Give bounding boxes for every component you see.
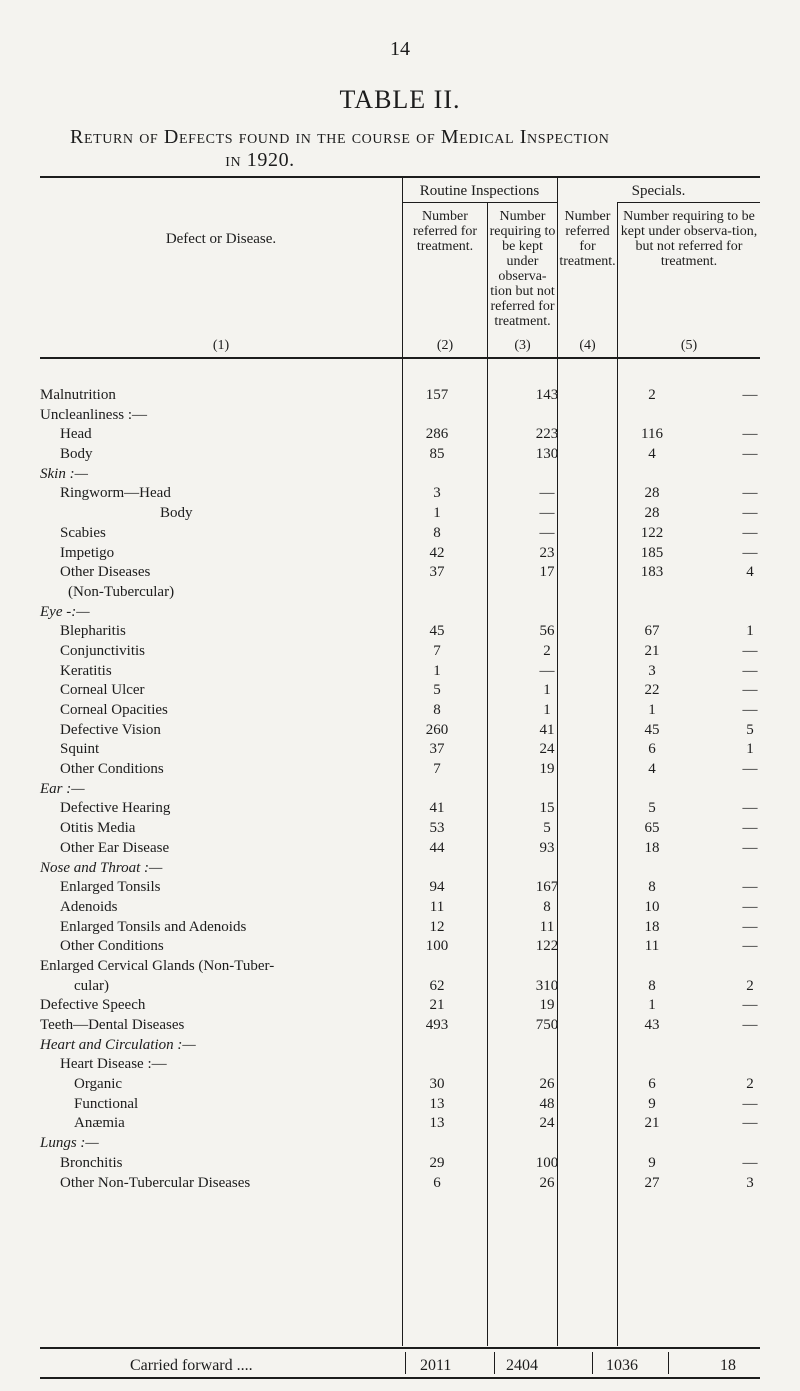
- row-value-c3: 24: [539, 741, 555, 758]
- row-label: Body: [160, 505, 193, 522]
- col5-header: Number requiring to be kept under observa-tion, but not referred for treatment.: [620, 209, 758, 269]
- row-label: Impetigo: [60, 544, 115, 561]
- row-label: Other Ear Disease: [60, 839, 170, 856]
- row-value-c3: 26: [539, 1076, 555, 1093]
- table-row: [40, 425, 760, 445]
- row-value-c5: —: [742, 642, 758, 659]
- table-row: [40, 957, 760, 977]
- row-value-c4: 183: [640, 564, 664, 581]
- table-row: [40, 504, 760, 524]
- col1-number: (1): [212, 338, 230, 353]
- table-row: [40, 1016, 760, 1036]
- row-value-c4: 9: [648, 1154, 656, 1171]
- row-value-c5: —: [742, 1154, 758, 1171]
- row-value-c4: 45: [644, 721, 660, 738]
- table-row: [40, 839, 760, 859]
- footer-bottom-rule: [40, 1377, 760, 1379]
- routine-group-header: Routine Inspections: [419, 183, 540, 199]
- row-value-c2: 6: [433, 1174, 441, 1191]
- row-value-c2: 157: [425, 387, 449, 403]
- table-row: [40, 819, 760, 839]
- row-value-c5: —: [742, 938, 758, 955]
- row-value-c4: 2: [648, 387, 656, 403]
- row-value-c2: 1: [433, 505, 441, 522]
- row-value-c5: —: [742, 544, 758, 561]
- row-value-c4: 43: [644, 1017, 660, 1033]
- row-value-c3: 122: [535, 938, 559, 955]
- table-row: [40, 465, 760, 485]
- carried-forward-col3: 2404: [506, 1357, 538, 1374]
- row-value-c4: 10: [644, 898, 660, 915]
- row-label: Body: [60, 446, 93, 463]
- row-label: Adenoids: [60, 898, 118, 915]
- row-label: Other Conditions: [60, 761, 164, 778]
- table-row: [40, 898, 760, 918]
- row-value-c3: 56: [539, 623, 555, 640]
- row-value-c3: 15: [539, 800, 555, 817]
- row-value-c3: 48: [539, 1095, 555, 1112]
- row-value-c3: 750: [535, 1017, 559, 1033]
- row-value-c2: 13: [429, 1095, 445, 1112]
- col2-number: (2): [436, 338, 454, 353]
- row-value-c2: 45: [429, 623, 445, 640]
- row-value-c4: 4: [648, 761, 656, 778]
- row-value-c4: 21: [644, 642, 660, 659]
- row-value-c3: 130: [535, 446, 559, 463]
- row-label: cular): [74, 977, 109, 994]
- row-label: Otitis Media: [60, 820, 136, 837]
- footer-top-rule: [40, 1347, 760, 1349]
- row-value-c4: 28: [644, 485, 660, 502]
- row-value-c3: 26: [539, 1174, 555, 1191]
- row-value-c3: 100: [535, 1154, 559, 1171]
- table-row: [40, 484, 760, 504]
- row-value-c3: 2: [543, 642, 551, 659]
- row-value-c5: —: [742, 820, 758, 837]
- row-value-c5: —: [742, 800, 758, 817]
- row-value-c4: 67: [644, 623, 660, 640]
- row-label: Conjunctivitis: [60, 642, 146, 659]
- specials-group-rule: [617, 202, 760, 203]
- row-value-c3: —: [539, 662, 555, 679]
- row-value-c4: 18: [644, 839, 660, 856]
- row-value-c3: 167: [535, 879, 559, 896]
- row-value-c3: —: [539, 505, 555, 522]
- row-value-c2: 30: [429, 1076, 445, 1093]
- row-value-c4: 65: [644, 820, 660, 837]
- row-label: Defective Speech: [40, 997, 146, 1014]
- row-value-c3: 24: [539, 1115, 555, 1132]
- header-bottom-rule: [40, 357, 760, 359]
- row-value-c4: 4: [648, 446, 656, 463]
- table-row: [40, 878, 760, 898]
- row-value-c5: —: [742, 761, 758, 778]
- table-row: [40, 996, 760, 1016]
- row-label: Other Non-Tubercular Diseases: [60, 1174, 251, 1191]
- footer-divider-1: [405, 1352, 406, 1374]
- row-value-c5: —: [742, 446, 758, 463]
- col2-header: Number referred for treatment.: [412, 209, 478, 254]
- row-label: Blepharitis: [60, 623, 126, 640]
- row-value-c5: —: [742, 1017, 758, 1033]
- row-value-c2: 8: [433, 524, 441, 541]
- row-value-c4: 9: [648, 1095, 656, 1112]
- row-value-c2: 62: [429, 977, 445, 994]
- col1-header: Defect or Disease.: [165, 231, 277, 247]
- row-label: Enlarged Tonsils: [60, 879, 161, 896]
- subtitle-line-2: in 1920.: [225, 149, 295, 171]
- row-label: Corneal Ulcer: [60, 682, 145, 699]
- row-value-c2: 7: [433, 642, 441, 659]
- row-value-c2: 53: [429, 820, 445, 837]
- col5-number: (5): [680, 338, 698, 353]
- row-label: Teeth—Dental Diseases: [40, 1017, 185, 1033]
- table-row: [40, 386, 760, 406]
- row-value-c3: —: [539, 524, 555, 541]
- row-value-c5: 1: [746, 623, 754, 640]
- row-value-c2: 5: [433, 682, 441, 699]
- row-label: Ringworm—Head: [60, 485, 171, 502]
- row-value-c2: 41: [429, 800, 445, 817]
- top-rule: [40, 176, 760, 178]
- col4-header: Number referred for treatment.: [559, 209, 616, 269]
- row-label: Head: [60, 426, 92, 443]
- table-row: [40, 1075, 760, 1095]
- row-value-c4: 27: [644, 1174, 660, 1191]
- page-number: 14: [390, 38, 410, 60]
- row-value-c3: 5: [543, 820, 551, 837]
- row-label: Corneal Opacities: [60, 702, 168, 718]
- table-row: [40, 740, 760, 760]
- row-value-c5: 2: [746, 1076, 754, 1093]
- row-value-c5: 3: [746, 1174, 754, 1191]
- row-value-c2: 85: [429, 446, 445, 463]
- row-value-c4: 6: [648, 1076, 656, 1093]
- row-value-c2: 12: [429, 918, 445, 935]
- table-row: [40, 780, 760, 800]
- table-row: [40, 977, 760, 997]
- row-value-c2: 37: [429, 564, 445, 581]
- row-value-c5: —: [742, 839, 758, 856]
- row-value-c3: 41: [539, 721, 555, 738]
- row-value-c3: 11: [539, 918, 555, 935]
- row-value-c4: 28: [644, 505, 660, 522]
- row-value-c5: 2: [746, 977, 754, 994]
- carried-forward-col2: 2011: [420, 1357, 452, 1374]
- row-value-c3: 310: [535, 977, 559, 994]
- row-value-c2: 286: [425, 426, 449, 443]
- row-value-c2: 37: [429, 741, 445, 758]
- row-value-c5: —: [742, 918, 758, 935]
- table-row: [40, 1055, 760, 1075]
- table-row: [40, 642, 760, 662]
- row-label: Malnutrition: [40, 387, 116, 403]
- row-value-c3: 23: [539, 544, 555, 561]
- row-value-c4: 8: [648, 879, 656, 896]
- row-value-c3: 19: [539, 761, 555, 778]
- row-value-c2: 493: [425, 1017, 449, 1033]
- row-label: Enlarged Cervical Glands (Non-Tuber-: [40, 957, 275, 974]
- col3-number: (3): [514, 338, 531, 353]
- row-value-c4: 1: [648, 997, 656, 1014]
- row-value-c5: —: [742, 702, 758, 718]
- row-label: Organic: [74, 1076, 123, 1093]
- row-value-c3: 223: [535, 426, 559, 443]
- row-value-c4: 3: [648, 662, 656, 679]
- footer-divider-3: [592, 1352, 593, 1374]
- row-value-c4: 22: [644, 682, 660, 699]
- row-value-c2: 44: [429, 839, 445, 856]
- row-value-c4: 122: [640, 524, 664, 541]
- row-value-c5: —: [742, 505, 758, 522]
- row-label: Heart and Circulation :—: [40, 1036, 196, 1053]
- row-value-c2: 7: [433, 761, 441, 778]
- table-subtitle: [70, 126, 770, 172]
- row-value-c2: 42: [429, 544, 445, 561]
- row-value-c5: —: [742, 524, 758, 541]
- col3-header: Number requiring to be kept under observa-tion but not referred for treatment.: [489, 209, 556, 329]
- table-row: [40, 445, 760, 465]
- row-value-c5: —: [742, 1095, 758, 1112]
- table-row: [40, 937, 760, 957]
- row-value-c3: 143: [535, 387, 559, 403]
- row-label: Heart Disease :—: [60, 1056, 167, 1073]
- table-row: [40, 760, 760, 780]
- row-value-c3: 19: [539, 997, 555, 1014]
- row-label: Scabies: [60, 524, 106, 541]
- row-label: Keratitis: [60, 662, 112, 679]
- row-label: (Non-Tubercular): [68, 583, 175, 600]
- row-value-c2: 100: [425, 938, 449, 955]
- row-value-c5: —: [742, 387, 758, 403]
- row-value-c2: 29: [429, 1154, 445, 1171]
- row-value-c3: 8: [543, 898, 551, 915]
- footer-divider-4: [668, 1352, 669, 1374]
- row-value-c4: 21: [644, 1115, 660, 1132]
- row-value-c4: 5: [648, 800, 656, 817]
- row-value-c4: 6: [648, 741, 656, 758]
- row-label: Squint: [60, 741, 100, 758]
- row-value-c2: 8: [433, 702, 441, 718]
- table-title: TABLE II.: [339, 85, 461, 114]
- row-label: Bronchitis: [60, 1154, 123, 1171]
- row-value-c5: 4: [746, 564, 754, 581]
- row-value-c3: —: [539, 485, 555, 502]
- row-value-c4: 116: [641, 426, 663, 443]
- row-value-c5: —: [742, 662, 758, 679]
- table-row: [40, 1036, 760, 1056]
- carried-forward-col5: 18: [720, 1357, 736, 1374]
- table-row: [40, 701, 760, 721]
- table-row: [40, 662, 760, 682]
- row-value-c5: —: [742, 426, 758, 443]
- table-row: [40, 603, 760, 623]
- row-value-c3: 17: [539, 564, 555, 581]
- row-label: Other Diseases: [60, 564, 151, 581]
- row-label: Nose and Throat :—: [40, 859, 163, 876]
- row-value-c5: —: [742, 879, 758, 896]
- row-label: Eye -:—: [40, 603, 90, 620]
- row-value-c5: —: [742, 898, 758, 915]
- table-row: [40, 622, 760, 642]
- row-label: Other Conditions: [60, 938, 164, 955]
- row-value-c2: 1: [433, 662, 441, 679]
- carried-forward-col4: 1036: [606, 1357, 638, 1374]
- table-body: [40, 386, 760, 1193]
- row-value-c2: 260: [425, 721, 449, 738]
- row-value-c3: 93: [539, 839, 555, 856]
- table-row: [40, 544, 760, 564]
- table-row: [40, 1095, 760, 1115]
- row-value-c3: 1: [543, 682, 551, 699]
- row-value-c5: —: [742, 682, 758, 699]
- row-value-c5: —: [742, 1115, 758, 1132]
- row-value-c4: 8: [648, 977, 656, 994]
- table-row: [40, 681, 760, 701]
- row-label: Enlarged Tonsils and Adenoids: [60, 918, 247, 935]
- table-row: [40, 1174, 760, 1194]
- table-row: [40, 799, 760, 819]
- row-label: Uncleanliness :—: [40, 406, 148, 423]
- row-value-c4: 11: [644, 938, 660, 955]
- row-label: Ear :—: [40, 780, 85, 797]
- carried-forward-label: Carried forward ....: [130, 1357, 253, 1374]
- routine-group-rule: [402, 202, 557, 203]
- row-value-c3: 1: [543, 702, 551, 718]
- row-value-c2: 21: [429, 997, 445, 1014]
- table-row: [40, 1134, 760, 1154]
- table-row: [40, 1154, 760, 1174]
- table-row: [40, 583, 760, 603]
- row-label: Skin :—: [40, 465, 88, 482]
- carried-forward-row: [40, 1355, 760, 1379]
- subtitle-line-1: Return of Defects found in the course of Medical Inspection: [70, 126, 610, 148]
- row-label: Defective Vision: [60, 721, 161, 738]
- row-value-c5: —: [742, 485, 758, 502]
- row-label: Anæmia: [74, 1115, 125, 1132]
- table-row: [40, 406, 760, 426]
- row-value-c5: —: [742, 997, 758, 1014]
- specials-group-header: Specials.: [631, 183, 686, 199]
- table-row: [40, 563, 760, 583]
- row-value-c2: 11: [429, 898, 445, 915]
- row-value-c5: 5: [746, 721, 754, 738]
- footer-divider-2: [494, 1352, 495, 1374]
- row-value-c2: 13: [429, 1115, 445, 1132]
- row-value-c5: 1: [746, 741, 754, 758]
- table-row: [40, 1114, 760, 1134]
- table-row: [40, 859, 760, 879]
- row-value-c4: 1: [648, 702, 656, 718]
- table-row: [40, 918, 760, 938]
- row-value-c2: 3: [433, 485, 441, 502]
- table-row: [40, 721, 760, 741]
- row-label: Lungs :—: [40, 1135, 99, 1152]
- col4-number: (4): [579, 338, 596, 353]
- row-label: Functional: [74, 1095, 139, 1112]
- row-value-c4: 185: [640, 544, 664, 561]
- row-value-c2: 94: [429, 879, 445, 896]
- row-value-c4: 18: [644, 918, 660, 935]
- row-label: Defective Hearing: [60, 800, 171, 817]
- table-row: [40, 524, 760, 544]
